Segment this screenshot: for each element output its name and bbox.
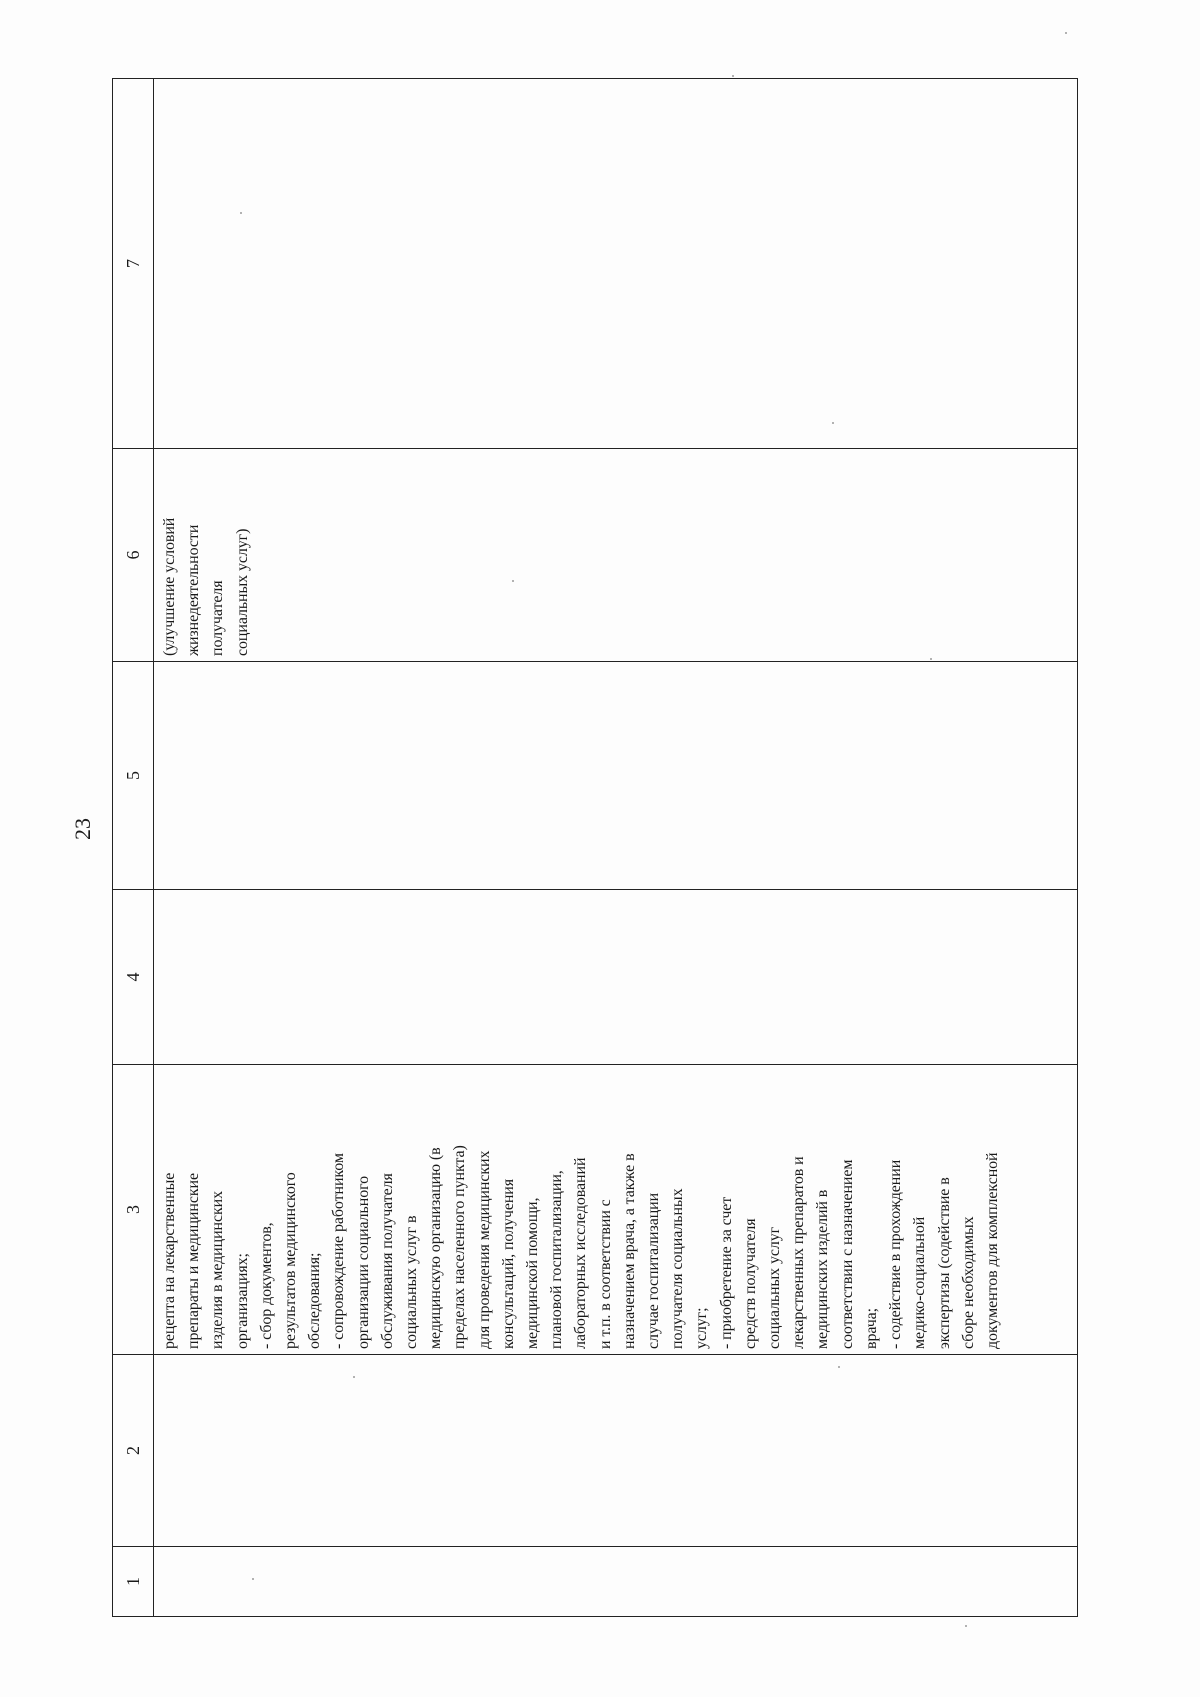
column-header-6: 6 <box>113 449 154 662</box>
column-header-7: 7 <box>113 79 154 449</box>
column-header-3: 3 <box>113 1065 154 1355</box>
cell-col5-text <box>154 662 158 889</box>
column-header-4: 4 <box>113 890 154 1065</box>
cell-col6 <box>154 449 1078 662</box>
cell-col4-text <box>154 890 158 1064</box>
cell-col2-text <box>154 1355 158 1546</box>
cell-col1-text <box>154 1547 158 1616</box>
table-header-row <box>113 79 154 1617</box>
result-description-text: (улучшение условий жизнедеятельности получателя социальных услуг) <box>161 517 251 656</box>
cell-col2 <box>154 1355 1078 1547</box>
cell-col1 <box>154 1547 1078 1617</box>
service-description-text: рецепта на лекарственные препараты и медицинские изделия в медицинских организациях; - сбор документов, результатов медицинского обследования; - сопровождение работником организации социального обслуживания получателя социальных услуг в медицинскую организацию (в пределах населенного пункта) для проведения медицинских консультаций, получения медицинской помощи, плановой госпитализации, лабораторных исследований и т.п. в соответствии с назначением врача, а также в случае госпитализации получателя социальных услуг; - приобретение за счет средств получателя социальных услуг лекарственных препаратов и медицинских изделий в соответствии с назначением врача; - содействие в прохождении медико-социальной экспертизы (содействие в сборе необходимых документов для комплексной <box>161 1145 1001 1349</box>
column-header-1: 1 <box>113 1547 154 1617</box>
cell-col5 <box>154 662 1078 890</box>
cell-col3 <box>154 1065 1078 1355</box>
services-table <box>112 78 1078 1617</box>
cell-col7-text <box>154 79 158 448</box>
cell-col7 <box>154 79 1078 449</box>
column-header-5: 5 <box>113 662 154 890</box>
page-number: 23 <box>70 818 95 840</box>
column-header-2: 2 <box>113 1355 154 1547</box>
cell-col4 <box>154 890 1078 1065</box>
table-row <box>154 79 1078 1617</box>
